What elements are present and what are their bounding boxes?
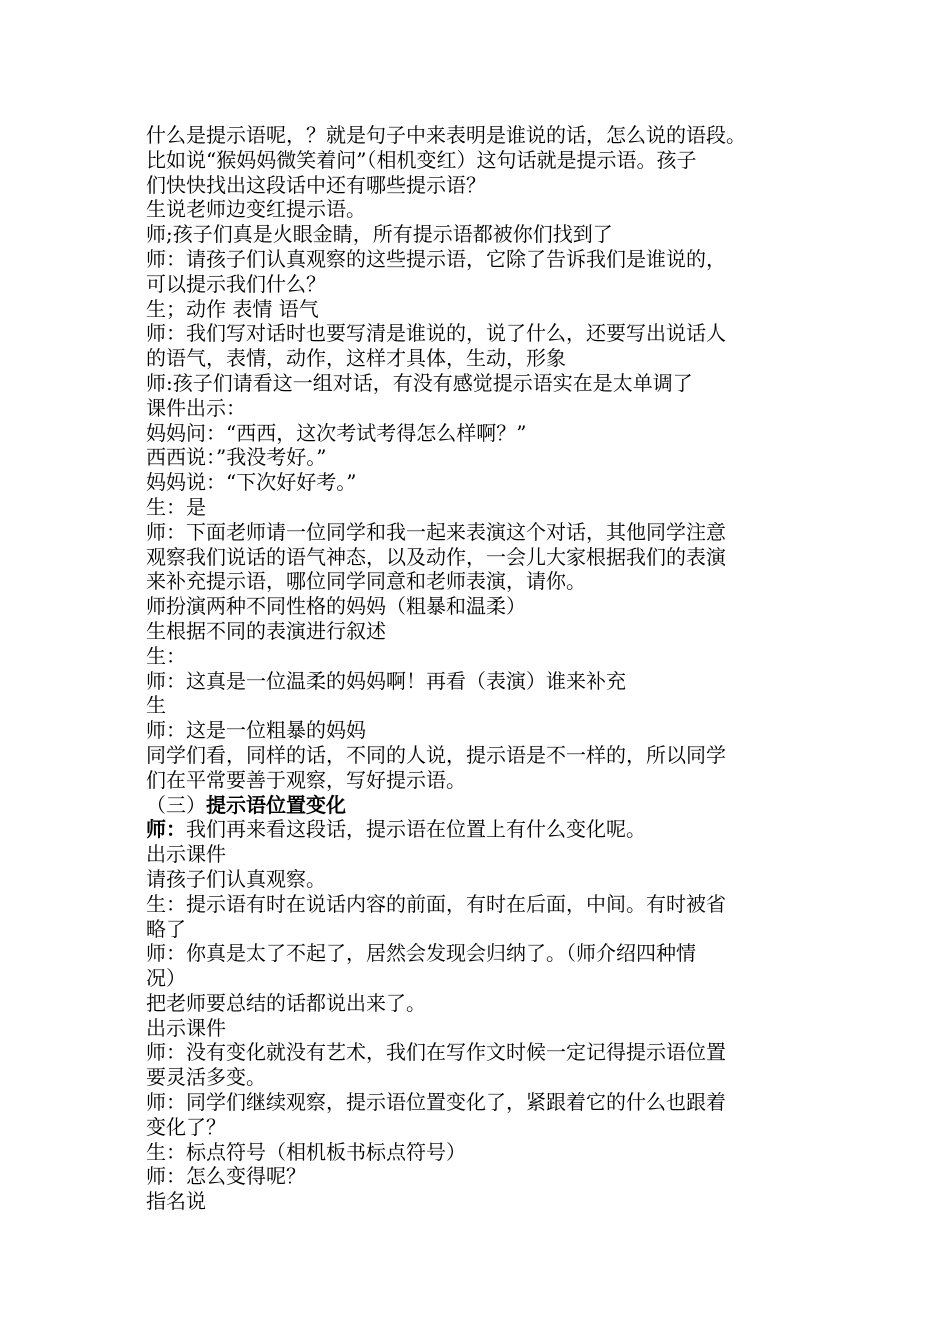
text-line: 变化了？ [146, 1114, 226, 1139]
section-heading-title: 提示语位置变化 [206, 792, 346, 817]
text-line: 比如说“猴妈妈微笑着问”（相机变红）这句话就是提示语。孩子 [146, 147, 697, 172]
text-line: 观察我们说话的语气神态，以及动作，一会儿大家根据我们的表演 [146, 544, 726, 569]
text-line: 把老师要总结的话都说出来了。 [146, 990, 426, 1015]
teacher-prefix: 师： [146, 817, 186, 842]
teacher-question-line [146, 817, 826, 842]
text-line: 请孩子们认真观察。 [146, 866, 326, 891]
text-line: 们快快找出这段话中还有哪些提示语？ [146, 172, 486, 197]
text-line: 略了 [146, 916, 186, 941]
text-line: 妈妈说：“下次好好考。” [146, 470, 357, 495]
text-line: 生说老师边变红提示语。 [146, 197, 366, 222]
text-line: 师：这是一位粗暴的妈妈 [146, 718, 366, 743]
text-line: 妈妈问：“西西，这次考试考得怎么样啊？” [146, 420, 527, 445]
text-line: 可以提示我们什么？ [146, 271, 326, 296]
document-page [146, 123, 826, 1214]
text-line: 师;孩子们真是火眼金睛，所有提示语都被你们找到了 [146, 222, 613, 247]
text-line: 师：下面老师请一位同学和我一起来表演这个对话，其他同学注意 [146, 519, 726, 544]
text-line: 师：请孩子们认真观察的这些提示语，它除了告诉我们是谁说的， [146, 246, 726, 271]
text-line: 师：你真是太了不起了，居然会发现会归纳了。（师介绍四种情 [146, 941, 696, 966]
text-line: 师：同学们继续观察，提示语位置变化了，紧跟着它的什么也跟着 [146, 1090, 726, 1115]
text-line: 生：提示语有时在说话内容的前面，有时在后面，中间。有时被省 [146, 891, 726, 916]
text-line: 师：我们写对话时也要写清是谁说的，说了什么，还要写出说话人 [146, 321, 726, 346]
teacher-question-text: 我们再来看这段话，提示语在位置上有什么变化呢。 [186, 817, 646, 842]
text-line: 师：没有变化就没有艺术，我们在写作文时候一定记得提示语位置 [146, 1040, 726, 1065]
text-line: 师：这真是一位温柔的妈妈啊！再看（表演）谁来补充 [146, 668, 626, 693]
text-line: 们在平常要善于观察，写好提示语。 [146, 767, 466, 792]
text-line: 况） [146, 966, 186, 991]
text-line: 师扮演两种不同性格的妈妈（粗暴和温柔） [146, 594, 526, 619]
text-line: 课件出示： [146, 395, 246, 420]
text-line: 的语气，表情，动作，这样才具体，生动，形象 [146, 346, 566, 371]
text-line: 出示课件 [146, 1015, 226, 1040]
text-block-before-heading [146, 123, 826, 793]
text-line: 生 [146, 693, 166, 718]
section-heading [146, 793, 826, 818]
text-line: 生；动作 表情 语气 [146, 296, 319, 321]
text-line: 来补充提示语，哪位同学同意和老师表演，请你。 [146, 569, 586, 594]
text-line: 出示课件 [146, 842, 226, 867]
text-line: 生： [146, 643, 186, 668]
text-line: 西西说：”我没考好。” [146, 445, 327, 470]
text-line: 师：怎么变得呢？ [146, 1164, 306, 1189]
text-line: 要灵活多变。 [146, 1065, 266, 1090]
text-block-after-heading [146, 842, 826, 1214]
text-line: 指名说 [146, 1189, 206, 1214]
text-line: 生根据不同的表演进行叙述 [146, 618, 386, 643]
text-line: 师:孩子们请看这一组对话，有没有感觉提示语实在是太单调了 [146, 370, 693, 395]
text-line: 生：是 [146, 494, 206, 519]
text-line: 什么是提示语呢，？就是句子中来表明是谁说的话，怎么说的语段。 [146, 123, 746, 147]
text-line: 同学们看，同样的话，不同的人说，提示语是不一样的，所以同学 [146, 742, 726, 767]
text-line: 生：标点符号（相机板书标点符号） [146, 1139, 466, 1164]
section-heading-number: （三） [146, 792, 206, 817]
